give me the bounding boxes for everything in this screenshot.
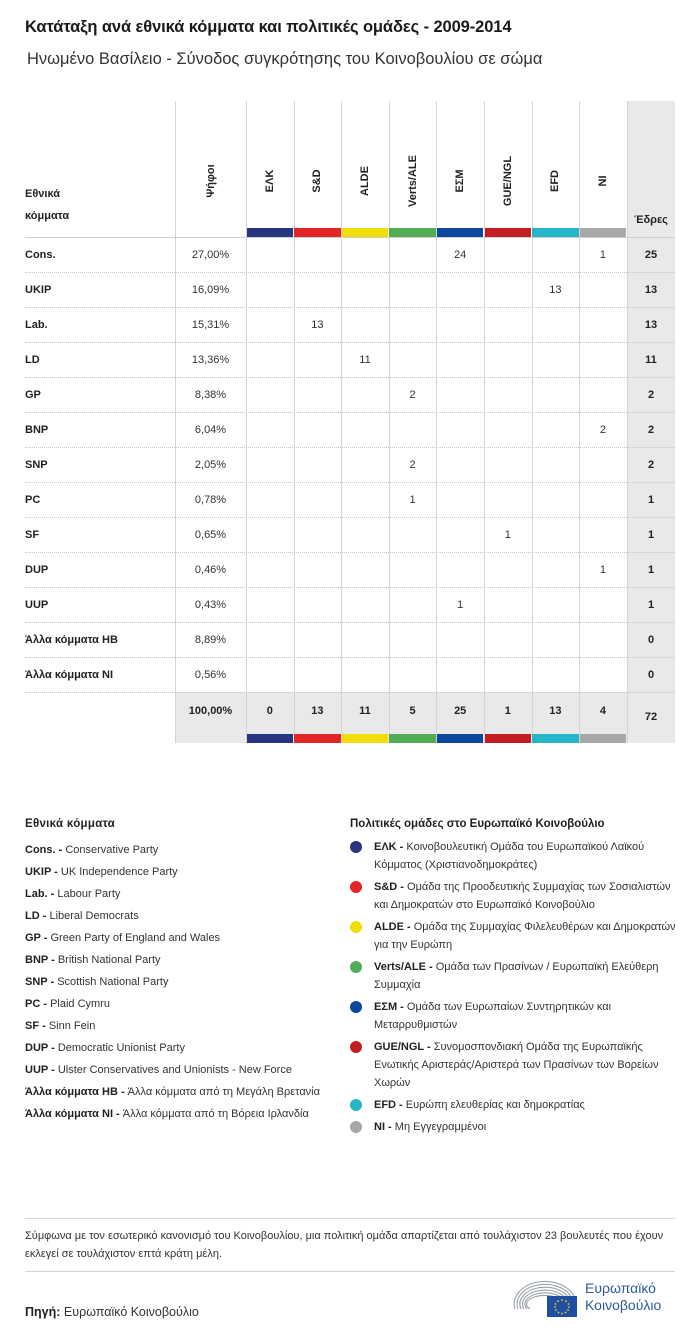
group-seat-cell xyxy=(532,483,580,518)
group-seat-cell xyxy=(532,588,580,623)
group-seat-cell xyxy=(341,413,389,448)
group-total: 4 xyxy=(599,705,607,717)
group-seat-cell xyxy=(579,378,627,413)
group-seat-cell xyxy=(341,238,389,273)
group-column-header: Verts/ALE xyxy=(406,155,419,207)
total-seats: 72 xyxy=(644,711,658,723)
group-seat-cell xyxy=(294,343,342,378)
group-seat-cell xyxy=(246,273,294,308)
group-seat-cell xyxy=(532,413,580,448)
group-seat-cell xyxy=(389,413,437,448)
group-seat-cell xyxy=(341,308,389,343)
group-seat-cell: 1 xyxy=(409,494,416,506)
group-color-bar xyxy=(389,228,436,237)
party-name: GP xyxy=(25,389,41,401)
footnote: Σύμφωνα με τον εσωτερικό κανονισμό του Κοινοβουλίου, μια πολιτική ομάδα απαρτίζεται από τουλάχιστον 23 βουλευτές που έχουν εκλεγεί σε τουλάχιστον επτά κράτη μέλη. xyxy=(25,1230,664,1260)
group-seat-cell xyxy=(389,238,437,273)
group-seat-cell xyxy=(436,518,484,553)
group-seat-cell xyxy=(294,483,342,518)
seat-total: 1 xyxy=(647,599,655,611)
group-seat-cell xyxy=(436,553,484,588)
color-dot-icon xyxy=(350,921,362,933)
group-seat-cell xyxy=(341,658,389,693)
color-dot-icon xyxy=(350,1121,362,1133)
party-name: DUP xyxy=(25,564,49,576)
seat-total: 2 xyxy=(647,459,655,471)
party-name: PC xyxy=(25,494,41,506)
group-seat-cell xyxy=(532,623,580,658)
table-row xyxy=(25,483,675,518)
group-seat-cell xyxy=(294,588,342,623)
group-seat-cell xyxy=(294,448,342,483)
group-color-bar xyxy=(532,734,579,743)
group-column-header: ΕΛΚ xyxy=(263,169,276,193)
parties-legend-title: Εθνικά κόμματα xyxy=(25,818,116,830)
party-legend-item: DUP - Democratic Unionist Party xyxy=(25,1042,185,1054)
table-body xyxy=(25,238,675,693)
group-color-bar xyxy=(342,228,389,237)
group-seat-cell xyxy=(484,623,532,658)
group-color-bar xyxy=(294,228,341,237)
group-seat-cell xyxy=(294,658,342,693)
group-seat-cell xyxy=(579,448,627,483)
group-seat-cell: 11 xyxy=(359,354,371,366)
group-seat-cell xyxy=(532,518,580,553)
group-seat-cell xyxy=(294,553,342,588)
group-seat-cell xyxy=(579,343,627,378)
party-legend-item: Άλλα κόμματα NI - Άλλα κόμματα από τη Βόρεια Ιρλανδία xyxy=(25,1108,309,1120)
hemicycle-icon xyxy=(513,1279,579,1319)
group-seat-cell xyxy=(246,413,294,448)
color-dot-icon xyxy=(350,1001,362,1013)
party-legend-item: GP - Green Party of England and Wales xyxy=(25,932,221,944)
group-color-bar xyxy=(247,734,294,743)
group-seat-cell: 24 xyxy=(454,249,467,261)
group-total: 25 xyxy=(454,705,467,717)
group-legend-item: ΕΣΜ - Ομάδα των Ευρωπαίων Συντηρητικών και Μεταρρυθμιστών xyxy=(350,998,680,1034)
group-seat-cell xyxy=(294,273,342,308)
seat-total: 13 xyxy=(644,319,658,331)
group-seat-cell: 1 xyxy=(457,599,464,611)
group-seat-cell: 1 xyxy=(599,564,607,576)
group-seat-cell: 2 xyxy=(409,459,416,471)
page-subtitle: Ηνωμένο Βασίλειο - Σύνοδος συγκρότησης του Κοινοβουλίου σε σώμα xyxy=(27,50,543,68)
table-header xyxy=(25,101,675,237)
group-seat-cell: 13 xyxy=(549,284,562,296)
vote-share: 0,43% xyxy=(194,599,227,611)
group-seat-cell xyxy=(246,588,294,623)
group-seat-cell xyxy=(532,378,580,413)
group-legend-item: EFD - Ευρώπη ελευθερίας και δημοκρατίας xyxy=(350,1096,680,1114)
group-color-bar xyxy=(532,228,579,237)
vote-share: 0,65% xyxy=(194,529,227,541)
group-seat-cell xyxy=(389,588,437,623)
group-seat-cell xyxy=(341,553,389,588)
group-seat-cell xyxy=(484,238,532,273)
party-legend-item: UKIP - UK Independence Party xyxy=(25,866,178,878)
table-row xyxy=(25,238,675,273)
group-color-bar xyxy=(437,734,484,743)
party-legend-item: Cons. - Conservative Party xyxy=(25,844,159,856)
group-seat-cell: 2 xyxy=(599,424,607,436)
party-legend-item: Lab. - Labour Party xyxy=(25,888,121,900)
seat-total: 25 xyxy=(644,249,658,261)
seat-total: 1 xyxy=(647,494,655,506)
group-seat-cell xyxy=(484,448,532,483)
party-legend-item: SNP - Scottish National Party xyxy=(25,976,169,988)
table-row xyxy=(25,623,675,658)
group-seat-cell xyxy=(532,658,580,693)
party-name: Άλλα κόμματα HB xyxy=(25,634,118,646)
seat-total: 2 xyxy=(647,389,655,401)
vote-share: 8,38% xyxy=(194,389,227,401)
group-seat-cell xyxy=(341,483,389,518)
group-seat-cell xyxy=(246,308,294,343)
group-seat-cell xyxy=(579,308,627,343)
group-seat-cell: 1 xyxy=(599,249,607,261)
party-legend-item: SF - Sinn Fein xyxy=(25,1020,96,1032)
table-row xyxy=(25,343,675,378)
party-legend-item: BNP - British National Party xyxy=(25,954,161,966)
group-seat-cell xyxy=(436,448,484,483)
group-legend-item: Verts/ALE - Ομάδα των Πρασίνων / Ευρωπαϊκή Ελεύθερη Συμμαχία xyxy=(350,958,680,994)
group-column-header: ΕΣΜ xyxy=(454,169,467,193)
source-line xyxy=(25,1305,199,1319)
vote-share: 0,78% xyxy=(194,494,227,506)
group-seat-cell xyxy=(246,553,294,588)
group-color-bar xyxy=(389,734,436,743)
color-dot-icon xyxy=(350,961,362,973)
vote-share: 13,36% xyxy=(191,354,230,366)
color-dot-icon xyxy=(350,1041,362,1053)
group-color-bar xyxy=(580,734,627,743)
table-row xyxy=(25,308,675,343)
party-name: Cons. xyxy=(25,249,56,261)
group-seat-cell xyxy=(484,273,532,308)
color-dot-icon xyxy=(350,1099,362,1111)
color-dot-icon xyxy=(350,841,362,853)
party-name: SF xyxy=(25,529,40,541)
group-seat-cell xyxy=(579,518,627,553)
group-color-bar xyxy=(247,228,294,237)
vote-share: 27,00% xyxy=(191,249,230,261)
group-seat-cell: 13 xyxy=(311,319,324,331)
party-legend-item: UUP - Ulster Conservatives and Unionists - New Force xyxy=(25,1064,292,1076)
group-seat-cell xyxy=(294,518,342,553)
group-seat-cell xyxy=(436,658,484,693)
group-seat-cell xyxy=(389,658,437,693)
seat-total: 0 xyxy=(647,669,655,681)
logo-text: Ευρωπαϊκό Κοινοβούλιο xyxy=(585,1280,662,1313)
source-value: Ευρωπαϊκό Κοινοβούλιο xyxy=(63,1305,199,1319)
group-color-bar xyxy=(342,734,389,743)
group-seat-cell xyxy=(484,308,532,343)
group-seat-cell xyxy=(532,448,580,483)
table-row xyxy=(25,518,675,553)
group-seat-cell xyxy=(294,378,342,413)
group-color-bar xyxy=(485,734,532,743)
group-seat-cell xyxy=(436,273,484,308)
group-legend-item: S&D - Ομάδα της Προοδευτικής Συμμαχίας των Σοσιαλιστών και Δημοκρατών στο Ευρωπαϊκό Κοινοβούλιο xyxy=(350,878,680,914)
divider xyxy=(25,1218,675,1219)
vote-share: 6,04% xyxy=(194,424,227,436)
group-seat-cell xyxy=(436,623,484,658)
vote-share: 2,05% xyxy=(194,459,227,471)
group-seat-cell xyxy=(246,378,294,413)
group-seat-cell xyxy=(294,238,342,273)
group-legend-item: ΕΛΚ - Κοινοβουλευτική Ομάδα του Ευρωπαϊκού Λαϊκού Κόμματος (Χριστιανοδημοκράτες) xyxy=(350,838,680,874)
group-seat-cell xyxy=(436,378,484,413)
group-seat-cell xyxy=(341,378,389,413)
group-total: 11 xyxy=(359,705,371,717)
group-seat-cell xyxy=(389,308,437,343)
group-column-header: GUE/NGL xyxy=(501,155,514,207)
group-seat-cell xyxy=(246,343,294,378)
party-name: Άλλα κόμματα NI xyxy=(25,669,113,681)
group-seat-cell xyxy=(389,553,437,588)
seats-column-header: Έδρες xyxy=(634,214,668,226)
group-total: 0 xyxy=(266,705,273,717)
group-seat-cell xyxy=(532,343,580,378)
group-seat-cell xyxy=(579,273,627,308)
group-seat-cell xyxy=(532,238,580,273)
party-name: UKIP xyxy=(25,284,52,296)
table-row xyxy=(25,378,675,413)
group-seat-cell xyxy=(341,448,389,483)
group-seat-cell xyxy=(484,378,532,413)
group-seat-cell xyxy=(532,553,580,588)
group-legend-item: GUE/NGL - Συνομοσπονδιακή Ομάδα της Ευρωπαϊκής Ενωτικής Αριστεράς/Αριστερά των Πρασίνων των Βορείων Χωρών xyxy=(350,1038,680,1092)
vote-share: 0,46% xyxy=(194,564,227,576)
group-legend-item: ALDE - Ομάδα της Συμμαχίας Φιλελευθέρων και Δημοκρατών για την Ευρώπη xyxy=(350,918,680,954)
group-seat-cell xyxy=(484,588,532,623)
party-legend-item: PC - Plaid Cymru xyxy=(25,998,110,1010)
group-seat-cell xyxy=(389,273,437,308)
votes-column-header: Ψήφοι xyxy=(205,164,217,198)
table-row xyxy=(25,273,675,308)
european-parliament-logo xyxy=(513,1279,678,1319)
group-seat-cell xyxy=(246,623,294,658)
seat-total: 13 xyxy=(644,284,658,296)
group-seat-cell xyxy=(484,483,532,518)
party-name: LD xyxy=(25,354,40,366)
group-seat-cell xyxy=(389,518,437,553)
group-seat-cell xyxy=(436,343,484,378)
group-seat-cell xyxy=(436,413,484,448)
seats-table xyxy=(25,101,675,723)
group-seat-cell: 1 xyxy=(504,529,511,541)
party-column-header: Εθνικά κόμματα xyxy=(25,188,70,222)
group-seat-cell xyxy=(246,518,294,553)
group-column-header: S&D xyxy=(311,169,324,193)
group-seat-cell xyxy=(579,483,627,518)
group-seat-cell xyxy=(484,553,532,588)
vote-share: 0,56% xyxy=(194,669,227,681)
group-seat-cell xyxy=(389,343,437,378)
vote-share: 8,89% xyxy=(194,634,227,646)
group-color-bar xyxy=(485,228,532,237)
group-column-header: EFD xyxy=(549,170,562,192)
table-row xyxy=(25,448,675,483)
table-row xyxy=(25,658,675,693)
vote-share: 15,31% xyxy=(191,319,230,331)
group-seat-cell xyxy=(341,518,389,553)
group-seat-cell xyxy=(484,343,532,378)
group-seat-cell xyxy=(579,658,627,693)
group-seat-cell xyxy=(532,308,580,343)
group-seat-cell xyxy=(246,238,294,273)
seat-total: 11 xyxy=(645,354,657,366)
seat-total: 0 xyxy=(647,634,655,646)
group-seat-cell xyxy=(341,273,389,308)
group-total: 13 xyxy=(549,705,562,717)
table-row xyxy=(25,553,675,588)
divider xyxy=(25,1271,675,1272)
color-dot-icon xyxy=(350,881,362,893)
group-seat-cell xyxy=(246,448,294,483)
group-seat-cell xyxy=(294,623,342,658)
groups-legend xyxy=(350,818,680,1140)
seat-total: 1 xyxy=(647,564,655,576)
party-name: UUP xyxy=(25,599,49,611)
page-title: Κατάταξη ανά εθνικά κόμματα και πολιτικές ομάδες - 2009-2014 xyxy=(25,18,512,36)
group-seat-cell xyxy=(246,658,294,693)
group-total: 13 xyxy=(311,705,324,717)
party-legend-item: LD - Liberal Democrats xyxy=(25,910,139,922)
groups-legend-title: Πολιτικές ομάδες στο Ευρωπαϊκό Κοινοβούλιο xyxy=(350,818,605,830)
group-color-bar xyxy=(580,228,627,237)
group-seat-cell xyxy=(389,623,437,658)
group-column-header: NI xyxy=(597,175,609,187)
seat-total: 2 xyxy=(647,424,655,436)
group-seat-cell xyxy=(246,483,294,518)
seat-total: 1 xyxy=(647,529,655,541)
group-seat-cell xyxy=(579,623,627,658)
group-seat-cell xyxy=(341,588,389,623)
group-color-bar xyxy=(294,734,341,743)
party-name: BNP xyxy=(25,424,49,436)
group-seat-cell xyxy=(484,658,532,693)
table-row xyxy=(25,413,675,448)
group-total: 5 xyxy=(409,705,416,717)
total-votes: 100,00% xyxy=(188,705,233,717)
group-seat-cell xyxy=(579,588,627,623)
group-legend-item: NI - Μη Εγγεγραμμένοι xyxy=(350,1118,680,1136)
group-seat-cell xyxy=(484,413,532,448)
group-seat-cell xyxy=(436,483,484,518)
group-seat-cell xyxy=(294,413,342,448)
party-legend-item: Άλλα κόμματα HB - Άλλα κόμματα από τη Μεγάλη Βρετανία xyxy=(25,1086,320,1098)
group-column-header: ALDE xyxy=(359,166,371,196)
group-total: 1 xyxy=(504,705,511,717)
group-seat-cell xyxy=(341,623,389,658)
party-name: Lab. xyxy=(25,319,48,331)
group-color-bar xyxy=(437,228,484,237)
party-name: SNP xyxy=(25,459,48,471)
group-seat-cell xyxy=(436,308,484,343)
source-label: Πηγή: xyxy=(25,1305,61,1319)
parties-legend xyxy=(25,818,325,1125)
group-seat-cell: 2 xyxy=(409,389,416,401)
vote-share: 16,09% xyxy=(191,284,230,296)
table-row xyxy=(25,588,675,623)
